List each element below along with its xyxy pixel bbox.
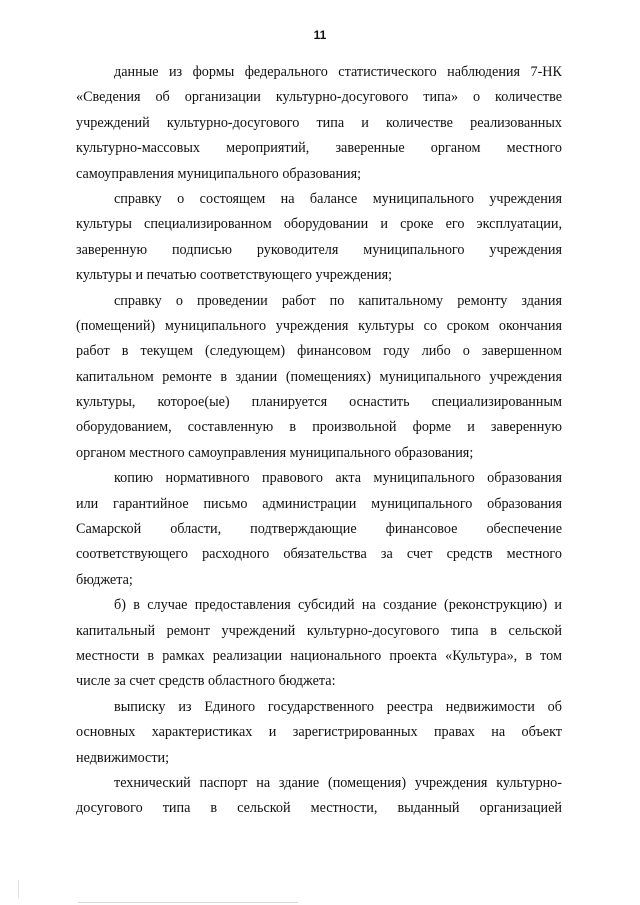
scan-edge-mark xyxy=(78,902,298,903)
text-line: досугового типа в сельской местности, выданный организацией xyxy=(76,800,562,817)
text-line: бюджета; xyxy=(76,571,133,588)
text-line: капитальный ремонт учреждений культурно-досугового типа в сельской xyxy=(76,622,562,639)
text-line: культуры, которое(ые) планируется оснастить специализированным xyxy=(76,394,562,411)
text-line: оборудованием, составленную в произвольной форме и заверенную xyxy=(76,419,562,436)
text-line: справку о состоящем на балансе муниципального учреждения xyxy=(114,190,562,207)
text-line: органом местного самоуправления муниципального образования; xyxy=(76,444,474,461)
text-line: или гарантийное письмо администрации муниципального образования xyxy=(76,495,562,512)
text-line: данные из формы федерального статистического наблюдения 7-НК xyxy=(114,64,562,80)
text-line: учреждений культурно-досугового типа и количестве реализованных xyxy=(76,114,562,131)
text-line: «Сведения об организации культурно-досугового типа» о количестве xyxy=(76,89,562,106)
text-line: (помещений) муниципального учреждения культуры со сроком окончания xyxy=(76,317,562,334)
text-line: соответствующего расходного обязательства за счет средств местного xyxy=(76,546,562,563)
text-line: Самарской области, подтверждающие финансовое обеспечение xyxy=(76,521,562,538)
document-body xyxy=(76,60,562,822)
page-number: 11 xyxy=(313,28,327,42)
text-line: культуры и печатью соответствующего учреждения; xyxy=(76,267,393,284)
text-line: технический паспорт на здание (помещения) учреждения культурно- xyxy=(114,774,562,791)
text-line: основных характеристиках и зарегистрированных правах на объект xyxy=(76,724,562,741)
text-line: недвижимости; xyxy=(76,749,170,766)
text-line: выписку из Единого государственного реестра недвижимости об xyxy=(114,698,562,715)
text-line: культурно-массовых мероприятий, заверенные органом местного xyxy=(76,140,562,157)
text-line: местности в рамках реализации национального проекта «Культура», в том xyxy=(76,647,562,664)
text-line: справку о проведении работ по капитальному ремонту здания xyxy=(114,292,562,309)
text-line: капитальном ремонте в здании (помещениях) муниципального учреждения xyxy=(76,368,562,385)
text-line: заверенную подписью руководителя муниципального учреждения xyxy=(76,241,562,258)
text-line: б) в случае предоставления субсидий на создание (реконструкцию) и xyxy=(114,597,562,614)
text-line: культуры специализированном оборудовании и сроке его эксплуатации, xyxy=(76,216,562,233)
text-line: работ в текущем (следующем) финансовом году либо о завершенном xyxy=(76,343,562,360)
text-line: числе за счет средств областного бюджета: xyxy=(76,673,336,690)
scan-edge-mark xyxy=(18,880,19,898)
text-line: копию нормативного правового акта муниципального образования xyxy=(114,470,562,487)
text-line: самоуправления муниципального образования; xyxy=(76,165,362,182)
